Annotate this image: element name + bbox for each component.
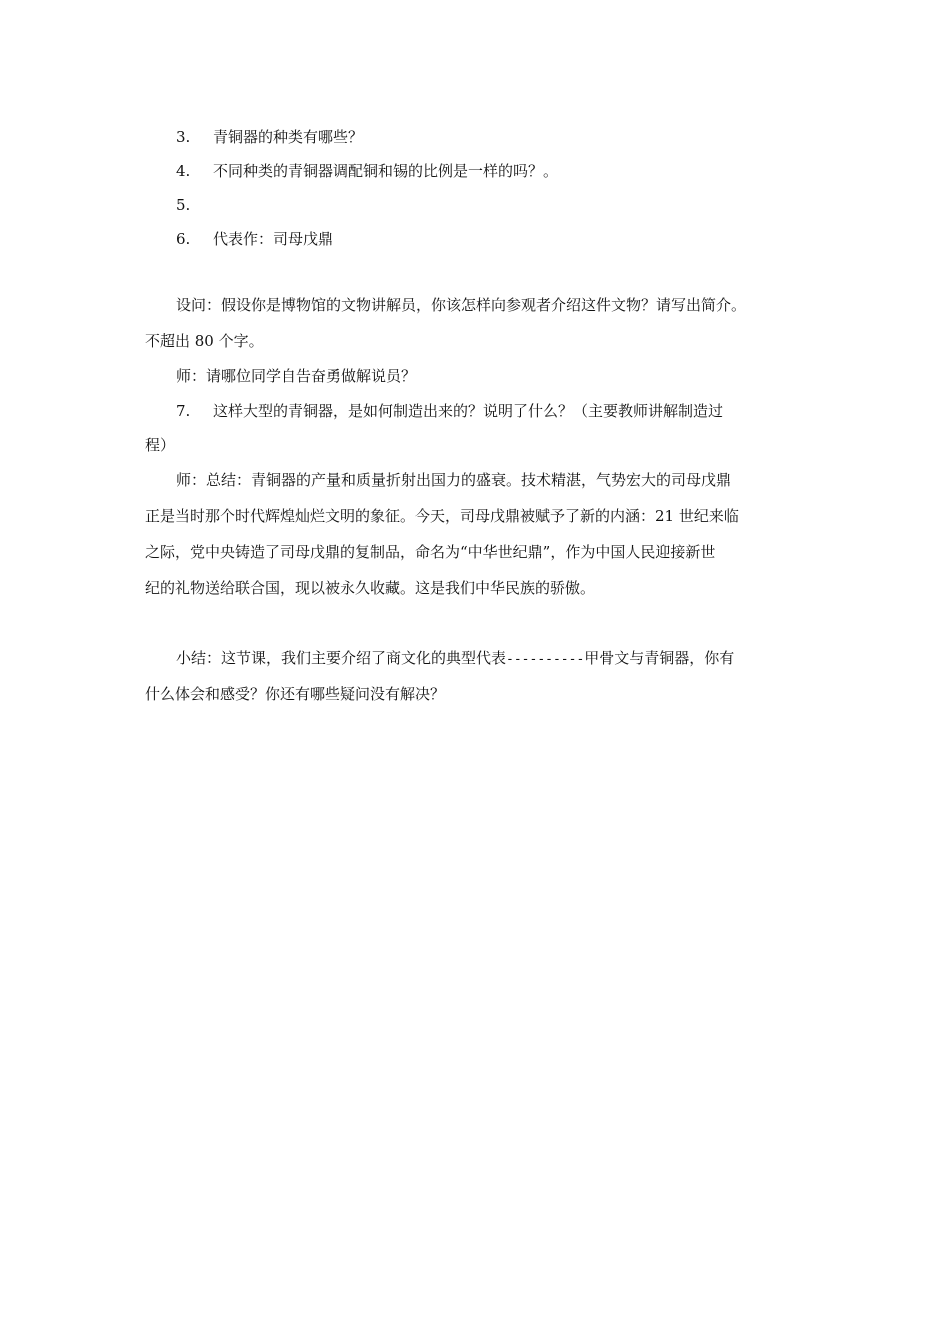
list-item-7-continued: 程） <box>145 436 176 454</box>
list-text: 这样大型的青铜器，是如何制造出来的？说明了什么？（主要教师讲解制造过 <box>213 402 724 420</box>
list-text: 代表作：司母戊鼎 <box>213 230 334 248</box>
list-item-5 <box>176 195 213 215</box>
list-number: 6. <box>176 230 191 248</box>
summary-line-1: 师：总结：青铜器的产量和质量折射出国力的盛衰。技术精湛，气势宏大的司母戊鼎 <box>176 471 732 489</box>
list-number: 3. <box>176 128 191 146</box>
list-text: 青铜器的种类有哪些？ <box>213 128 364 146</box>
summary-line-3: 之际，党中央铸造了司母戊鼎的复制品，命名为“中华世纪鼎”，作为中国人民迎接新世 <box>145 543 716 561</box>
list-text: 不同种类的青铜器调配铜和锡的比例是一样的吗？。 <box>213 162 559 180</box>
list-number: 5. <box>176 196 191 214</box>
list-item-3 <box>176 127 363 147</box>
summary-line-2: 正是当时那个时代辉煌灿烂文明的象征。今天，司母戊鼎被赋予了新的内涵：21 世纪来临 <box>145 507 739 525</box>
question-line-2: 不超出 80 个字。 <box>145 332 264 350</box>
teacher-ask: 师：请哪位同学自告奋勇做解说员？ <box>176 367 417 385</box>
conclusion-suffix: 甲骨文与青铜器，你有 <box>584 649 735 667</box>
summary-line-4: 纪的礼物送给联合国，现以被永久收藏。这是我们中华民族的骄傲。 <box>145 579 596 597</box>
conclusion-line-1 <box>176 648 734 670</box>
list-number: 4. <box>176 162 191 180</box>
conclusion-prefix: 小结：这节课，我们主要介绍了商文化的典型代表 <box>176 649 507 667</box>
list-item-4 <box>176 161 558 181</box>
question-line-1: 设问：假设你是博物馆的文物讲解员，你该怎样向参观者介绍这件文物？请写出简介。 <box>176 296 747 314</box>
conclusion-dashes: ---------- <box>506 652 585 667</box>
list-number: 7. <box>176 402 191 420</box>
list-item-6 <box>176 229 333 249</box>
conclusion-line-2: 什么体会和感受？你还有哪些疑问没有解决？ <box>145 685 446 703</box>
list-item-7 <box>176 401 723 421</box>
